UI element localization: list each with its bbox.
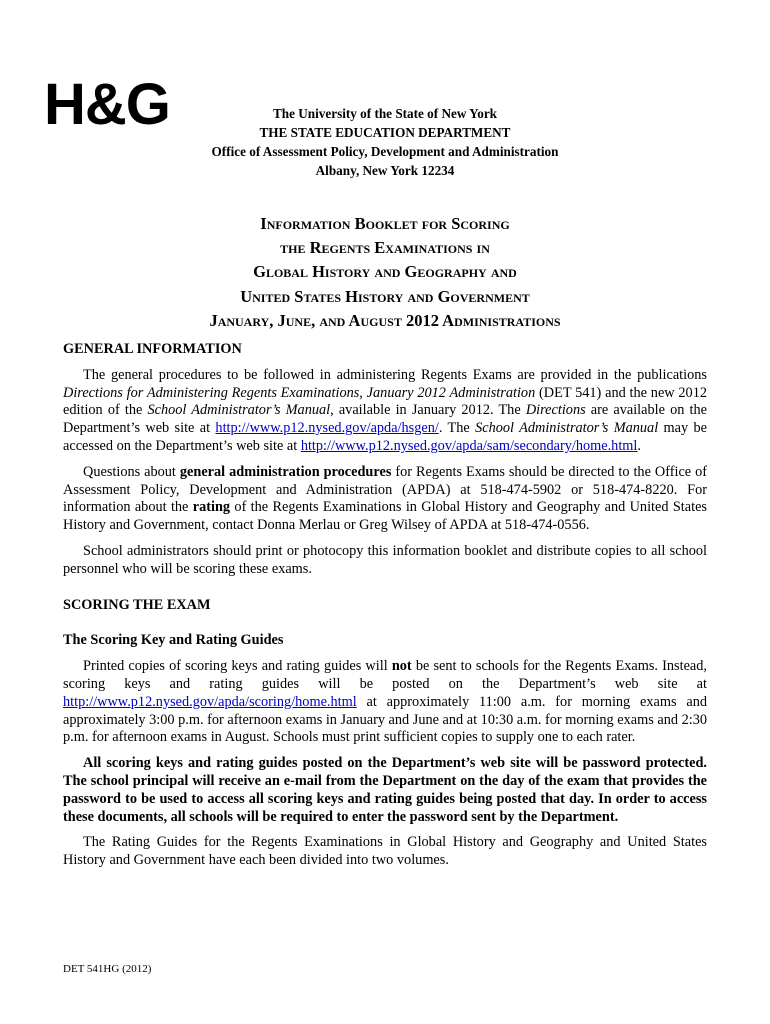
header-office: Office of Assessment Policy, Development and Administration bbox=[211, 144, 559, 159]
header-university: The University of the State of New York bbox=[272, 106, 498, 121]
logo-text: H&G bbox=[44, 72, 170, 137]
general-paragraph-3: School administrators should print or photocopy this information booklet and distribute copies to all school personnel who will be scoring these exams. bbox=[63, 542, 707, 577]
title-line-1: Information Booklet for Scoring bbox=[260, 214, 510, 233]
title-line-3: Global History and Geography and bbox=[253, 262, 517, 282]
scoring-paragraph-3: The Rating Guides for the Regents Examinations in Global History and Geography and United States History and Government have each been divided into two volumes. bbox=[63, 834, 707, 869]
document-title bbox=[100, 212, 670, 333]
general-paragraph-2: Questions about general administration procedures for Regents Exams should be directed to the Office of Assessment Policy, Development and Administration (APDA) at 518-474-5902 or 518-474-8220. For information about the rating of the Regents Examinations in Global History and Geography and United States History and Government, contact Donna Merlau or Greg Wilsey of APDA at 518-474-0556. bbox=[63, 463, 708, 534]
header-department: THE STATE EDUCATION DEPARTMENT bbox=[259, 125, 511, 140]
footer-code: DET 541HG (2012) bbox=[63, 963, 152, 975]
section-heading-general: GENERAL INFORMATION bbox=[63, 341, 242, 357]
section-heading-scoring: SCORING THE EXAM bbox=[63, 596, 211, 613]
title-line-2: the Regents Examinations in bbox=[280, 238, 490, 258]
general-paragraph-1: The general procedures to be followed in administering Regents Exams are provided in the publications Directions for Administering Regents Examinations, January 2012 Administration (DET 541) and the new 2012 edition of the School Administrator’s Manual, available in January 2012. The Directions are available on the Department’s web site at http://www.p12.nysed.gov/apda/hsgen/. The School Administrator’s Manual may be accessed on the Department’s web site at http://www.p12.nysed.gov/apda/sam/secondary/home.html. bbox=[63, 366, 707, 454]
title-line-5: January, June, and August 2012 Administrations bbox=[209, 310, 561, 330]
title-line-4: United States History and Government bbox=[240, 286, 530, 306]
issuer-header bbox=[150, 104, 620, 180]
directions-link[interactable]: http://www.p12.nysed.gov/apda/hsgen/ bbox=[215, 420, 439, 437]
subsection-heading-scoring-key: The Scoring Key and Rating Guides bbox=[63, 632, 284, 649]
scoring-link[interactable]: http://www.p12.nysed.gov/apda/scoring/home.html bbox=[63, 693, 357, 710]
scoring-paragraph-1: Printed copies of scoring keys and rating guides will not be sent to schools for the Regents Exams. Instead, scoring keys and rating guides will be posted on the Department’s web site at http://www.p12.nysed.gov/apda/scoring/home.html at approximately 11:00 a.m. for morning exams and approximately 3:00 p.m. for afternoon exams in January and June and at 10:30 a.m. for morning exams and 2:30 p.m. for afternoon exams in August. Schools must print sufficient copies to supply one to each rater. bbox=[63, 658, 707, 746]
header-address: Albany, New York 12234 bbox=[315, 163, 455, 178]
manual-link[interactable]: http://www.p12.nysed.gov/apda/sam/secondary/home.html bbox=[300, 437, 638, 454]
scoring-paragraph-2: All scoring keys and rating guides posted on the Department’s web site will be password protected. The school principal will receive an e-mail from the Department on the day of the exam that provides the password to be used to access all scoring keys and rating guides being posted that day. In order to access these documents, all schools will be required to enter the password sent by the Department. bbox=[63, 755, 707, 825]
document-body bbox=[63, 341, 707, 878]
